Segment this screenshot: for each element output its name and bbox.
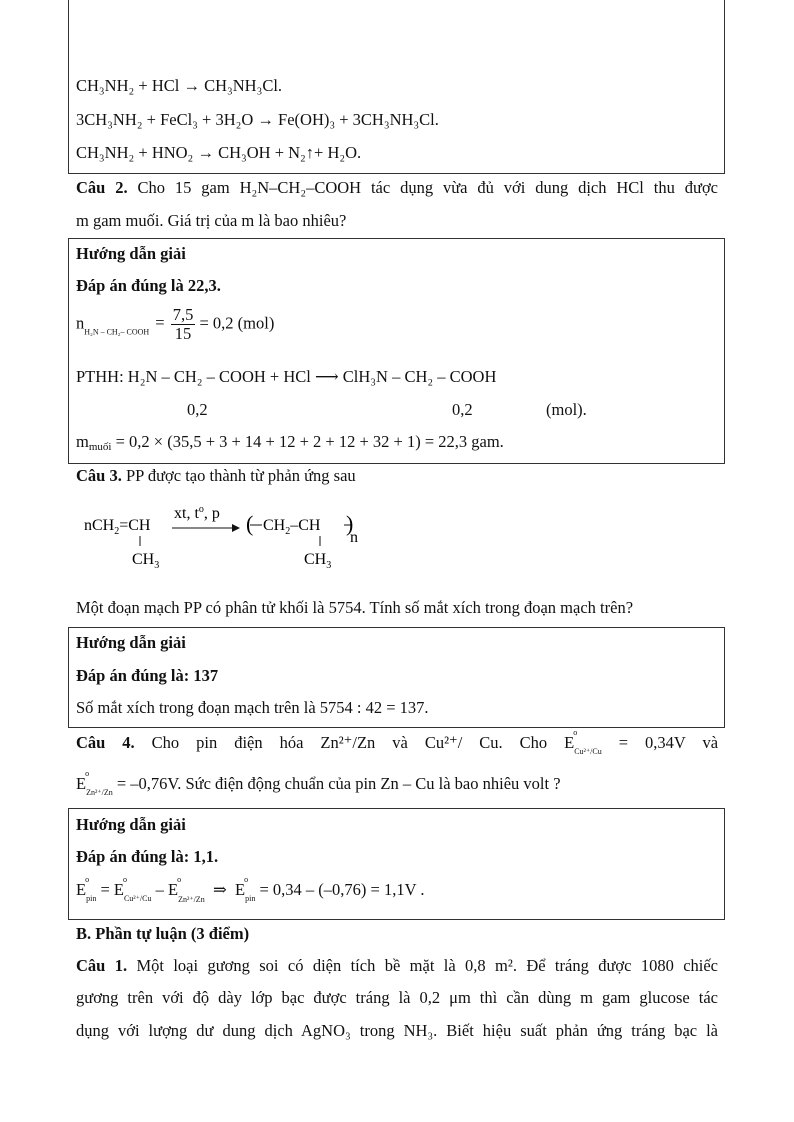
q4-word-1: Cho: [151, 733, 180, 752]
question-3-line: [76, 466, 356, 486]
formula-equals: = E: [100, 880, 124, 899]
q4-word-5: Zn²⁺/Zn: [320, 733, 376, 752]
formula-cu-subscript: Cu²⁺/Cu: [123, 894, 152, 903]
mole-subscript: H₂N – CH₂– COOH: [84, 327, 150, 337]
question-4-answer: Đáp án đúng là: 1,1.: [76, 847, 219, 866]
question-2-mole-calc: $n_{H_2N - CH_2- COOH}$ = $\frac{7,5}{15}$ = 0,2 (mol): [76, 305, 275, 343]
product-text: $CH_2-CH$: [263, 517, 321, 537]
question-2-solution-box: [68, 238, 725, 464]
q4-word-6: và: [392, 733, 408, 752]
mole-symbol: n: [76, 313, 85, 333]
section-b-title: B. Phần tự luận (3 điểm): [76, 924, 250, 943]
reactant-branch: $CH_3$: [132, 551, 160, 571]
formula-minus: – E: [155, 880, 179, 899]
q4-word-3: điện: [234, 733, 263, 752]
equation-1: CH₃NH₂ + HCl → CH₃NH₃Cl.: [76, 76, 283, 95]
mass-symbol: m: [76, 432, 89, 451]
product-branch: $CH_3$: [304, 551, 332, 571]
fraction-numerator: 7,5: [172, 305, 194, 324]
mass-calc: = 0,2 × (35,5 + 3 + 14 + 12 + 2 + 12 + 32 + 1) = 22,3 gam.: [115, 432, 504, 451]
question-4-line-1: [76, 728, 719, 756]
question-4-question: Sức điện động chuẩn của pin Zn – Cu là bao nhiêu volt ?: [185, 774, 561, 793]
e-pin-subscript: pin: [86, 894, 97, 903]
e-pin-subscript-2: pin: [245, 894, 256, 903]
mol-left: 0,2: [187, 400, 208, 419]
q4-word-4: hóa: [279, 733, 304, 752]
question-2-text: Cho 15 gam H₂N–CH₂–COOH tác dụng vừa đủ với dung dịch HCl thu được: [137, 178, 718, 197]
q4-word-9: Cho: [519, 733, 548, 752]
mole-fraction: [171, 306, 196, 343]
question-4-label: Câu 4.: [76, 733, 135, 752]
implies-arrow: ⇒: [212, 880, 227, 899]
reaction-arrowhead: [232, 524, 240, 532]
mole-result: = 0,2 (mol): [199, 313, 275, 333]
equation-2: 3CH₃NH₂ + FeCl₃ + 3H₂O → Fe(OH)₃ + 3CH₃NH₃Cl.: [76, 110, 439, 129]
reactant-text: nCH$_2$=CH: [84, 517, 151, 537]
equation-3: CH₃NH₂ + HNO₂ → CH₃OH + N₂↑+ H₂O.: [76, 143, 362, 162]
mol-right: 0,2: [452, 400, 473, 419]
polymerization-reaction: [76, 498, 396, 578]
open-paren: (: [246, 511, 254, 536]
question-3-question: Một đoạn mạch PP có phân tử khối là 5754. Tính số mắt xích trong đoạn mạch trên?: [76, 598, 634, 617]
e-pin-symbol-2: E: [235, 880, 246, 899]
question-3-text: PP được tạo thành từ phản ứng sau: [125, 466, 356, 485]
question-3-label: Câu 3.: [76, 466, 122, 485]
formula-zn-subscript: Zn²⁺/Zn: [178, 895, 205, 904]
e-zn-potential: E o $_{Zn^{2+}/Zn}$ = –0,76V.: [76, 769, 182, 797]
question-3-explanation: Số mắt xích trong đoạn mạch trên là 5754 : 42 = 137.: [76, 698, 429, 717]
formula-result: = 0,34 – (–0,76) = 1,1V .: [259, 880, 425, 899]
mass-subscript: muối: [88, 441, 112, 453]
question-3-guide-title: Hướng dẫn giải: [76, 633, 186, 652]
question-4-line-2: [76, 769, 561, 797]
fraction-denominator: 15: [174, 324, 192, 343]
question-2-mass: [76, 432, 504, 452]
section-b-question-1-line-3: dụng với lượng dư dung dịch AgNO₃ trong NH₃. Biết hiệu suất phản ứng tráng bạc là: [76, 1021, 718, 1040]
section-b-question-1-line-1: [76, 956, 718, 976]
section-b-question-1-line-2: gương trên với độ dày lớp bạc được tráng là 0,2 μm thì cần dùng m gam glucose tác: [76, 988, 718, 1007]
section-b-question-1-label: Câu 1.: [76, 956, 128, 975]
q4-word-7: Cu²⁺/: [424, 733, 463, 752]
e-pin-symbol: E: [76, 880, 87, 899]
q4-word-2: pin: [196, 733, 218, 752]
section-b-question-1-text-1: Một loại gương soi có diện tích bề mặt là 0,8 m². Để tráng được 1080 chiếc: [136, 956, 718, 975]
q4-and: và: [702, 733, 719, 752]
question-4-formula: E o $_{pin}$ = E o $_{Cu^{2+}/Cu}$ – E o $_{Zn^{2+}/Zn}$ ⇒ E o $_{pin}$ = 0,34 – (–0,76) = 1,1V .: [76, 875, 425, 904]
question-4-guide-title: Hướng dẫn giải: [76, 815, 186, 834]
close-paren: ): [346, 511, 354, 536]
question-2-guide-title: Hướng dẫn giải: [76, 244, 186, 263]
mol-unit: (mol).: [546, 400, 587, 419]
question-3-answer: Đáp án đúng là: 137: [76, 666, 219, 685]
reaction-condition: xt, $t^o$, p: [174, 504, 220, 522]
question-2-line-2: m gam muối. Giá trị của m là bao nhiêu?: [76, 211, 347, 230]
question-2-label: Câu 2.: [76, 178, 128, 197]
question-2-line-1: [76, 178, 718, 198]
repeat-index: n: [350, 529, 358, 546]
question-2-answer: Đáp án đúng là 22,3.: [76, 276, 221, 295]
e-cu-potential: E o $_{Cu^{2+}/Cu}$ = 0,34V: [564, 728, 686, 756]
q4-word-8: Cu.: [479, 733, 503, 752]
question-2-reaction: PTHH: H₂N – CH₂ – COOH + HCl ⟶ ClH₃N – CH₂ – COOH: [76, 367, 497, 386]
